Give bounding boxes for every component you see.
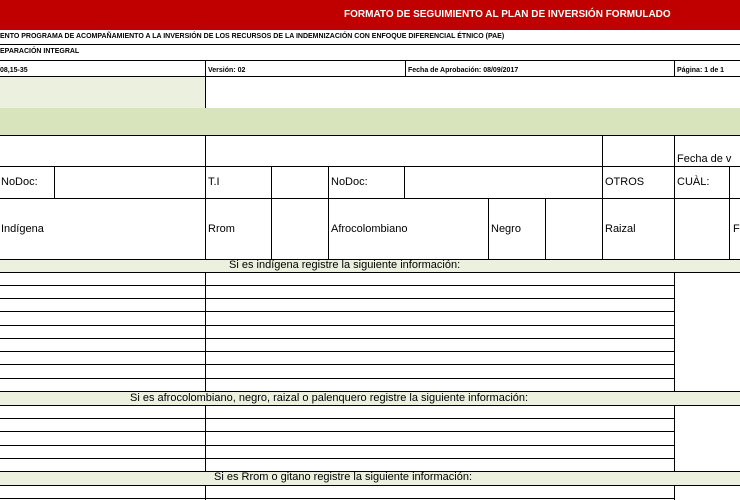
divider — [328, 199, 329, 259]
indigena-label: Indígena — [1, 223, 44, 235]
divider — [405, 61, 406, 76]
otros-label: OTROS — [605, 176, 645, 188]
divider — [729, 167, 730, 198]
table-row[interactable] — [0, 285, 674, 286]
raizal-label: Raizal — [605, 223, 636, 235]
raizal-checkbox[interactable] — [675, 199, 729, 259]
divider — [0, 405, 740, 406]
cual-label: CUÀL: — [677, 176, 710, 188]
table-row[interactable] — [0, 458, 674, 459]
rrom-label: Rrom — [208, 223, 235, 235]
table-row[interactable] — [0, 338, 674, 339]
divider — [205, 273, 206, 392]
divider — [602, 167, 603, 198]
table-row[interactable] — [0, 418, 674, 419]
section-title-afro: Si es afrocolombiano, negro, raizal o palenquero registre la siguiente información: — [130, 392, 529, 404]
section-title-rrom: Si es Rrom o gitano registre la siguiente información: — [214, 471, 473, 483]
title-bar — [0, 0, 740, 30]
document-title: FORMATO DE SEGUIMIENTO AL PLAN DE INVERSIÓN FORMULADO — [344, 9, 671, 20]
divider — [674, 61, 675, 76]
divider — [674, 486, 675, 500]
divider — [328, 167, 329, 198]
table-row[interactable] — [0, 325, 674, 326]
divider — [0, 272, 740, 273]
divider — [0, 44, 740, 45]
page-number: Página: 1 de 1 — [677, 67, 725, 74]
divider — [205, 167, 206, 198]
table-row[interactable] — [0, 378, 674, 379]
nodoc-label-2: NoDoc: — [331, 176, 368, 188]
palenquero-label: F — [733, 223, 740, 235]
table-row[interactable] — [0, 431, 674, 432]
divider — [0, 198, 740, 199]
label-cell — [0, 77, 205, 108]
divider — [205, 61, 206, 76]
ti-input[interactable] — [272, 167, 328, 198]
divider — [602, 136, 603, 166]
rrom-checkbox[interactable] — [272, 199, 328, 259]
document-version: Versión: 02 — [208, 67, 246, 74]
divider — [674, 406, 675, 472]
table-row[interactable] — [0, 445, 674, 446]
divider — [674, 167, 675, 198]
fecha-label: Fecha de v — [677, 153, 732, 165]
negro-checkbox[interactable] — [546, 199, 602, 259]
table-row[interactable] — [0, 351, 674, 352]
divider — [205, 406, 206, 472]
table-row[interactable] — [0, 298, 674, 299]
divider — [0, 485, 740, 486]
nodoc-label: NoDoc: — [1, 176, 38, 188]
divider — [488, 199, 489, 259]
divider — [729, 199, 730, 259]
divider — [205, 136, 206, 166]
divider — [602, 199, 603, 259]
nodoc-input[interactable] — [55, 167, 205, 198]
table-row[interactable] — [0, 498, 674, 499]
divider — [0, 60, 740, 61]
document-code: 08,15-35 — [0, 67, 28, 74]
nodoc-input-2[interactable] — [405, 167, 602, 198]
ti-label: T.I — [208, 176, 220, 188]
divider — [674, 273, 675, 392]
section-title-indigena: Si es indígena registre la siguiente información: — [229, 259, 461, 271]
divider — [674, 136, 675, 166]
section-band — [0, 108, 740, 135]
divider — [205, 199, 206, 259]
input-cell[interactable] — [206, 77, 740, 108]
negro-label: Negro — [491, 223, 521, 235]
divider — [0, 135, 740, 136]
program-name: ENTO PROGRAMA DE ACOMPAÑAMIENTO A LA INVERSIÓN DE LOS RECURSOS DE LA INDEMNIZACIÓN CON ENFOQUE DIFERENCIAL ÉTNICO (PAE) — [0, 33, 505, 40]
approval-date: Fecha de Aprobación: 08/09/2017 — [408, 67, 519, 74]
table-row[interactable] — [0, 364, 674, 365]
afro-label: Afrocolombiano — [331, 223, 408, 235]
area-name: EPARACIÓN INTEGRAL — [0, 48, 80, 55]
table-row[interactable] — [0, 311, 674, 312]
